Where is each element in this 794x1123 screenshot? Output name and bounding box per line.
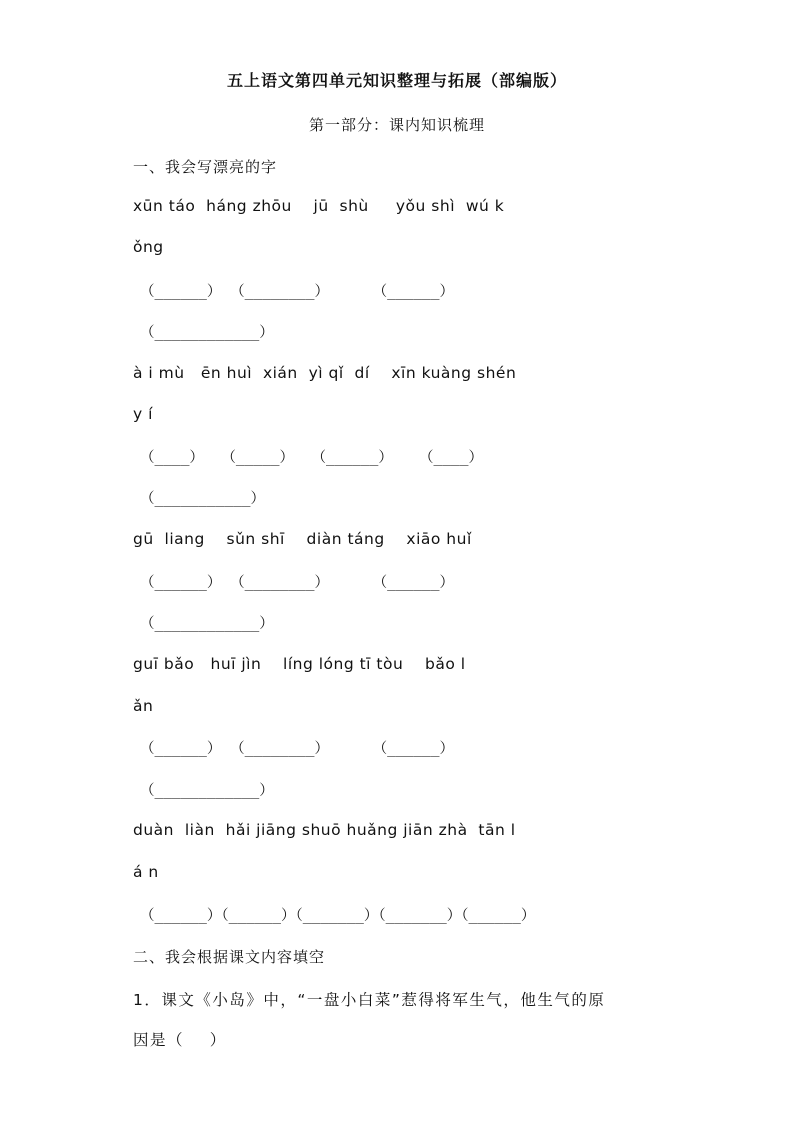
section-heading-1: 一、我会写漂亮的字 (133, 158, 278, 176)
answer-blanks[interactable]: （______）（______）（_______）（_______）（______） (140, 908, 536, 924)
pinyin-line-cont: á n (133, 863, 159, 881)
pinyin-line-cont: y í (133, 405, 153, 423)
pinyin-line: gū liang sǔn shī diàn táng xiāo huǐ (133, 530, 472, 548)
pinyin-line: duàn liàn hǎi jiāng shuō huǎng jiān zhà tān l (133, 821, 516, 839)
answer-blanks[interactable]: （____） （_____） （______） （____） (140, 450, 483, 466)
document-title: 五上语文第四单元知识整理与拓展（部编版） (226, 71, 567, 90)
pinyin-line: xūn táo háng zhōu jū shù yǒu shì wú k (133, 197, 505, 215)
question-1: 1．课文《小岛》中，“一盘小白菜”惹得将军生气，他生气的原 (133, 991, 606, 1009)
section-heading-2: 二、我会根据课文内容填空 (133, 948, 326, 966)
answer-blanks-cont[interactable]: （____________） (140, 325, 274, 341)
question-1-cont[interactable]: 因是（ ） (133, 1031, 227, 1049)
part-title: 第一部分：课内知识梳理 (308, 116, 485, 134)
answer-blanks[interactable]: （______） （________） （______） (140, 575, 454, 591)
answer-blanks-cont[interactable]: （___________） (140, 491, 266, 507)
pinyin-line-cont: ǒng (133, 238, 164, 256)
pinyin-line: guī bǎo huī jìn líng lóng tī tòu bǎo l (133, 655, 466, 673)
answer-blanks[interactable]: （______） （________） （______） (140, 284, 454, 300)
pinyin-line-cont: ǎn (133, 697, 154, 715)
answer-blanks-cont[interactable]: （____________） (140, 616, 274, 632)
pinyin-line: à i mù ēn huì xián yì qǐ dí xīn kuàng shén (133, 364, 517, 382)
answer-blanks-cont[interactable]: （____________） (140, 783, 274, 799)
answer-blanks[interactable]: （______） （________） （______） (140, 741, 454, 757)
